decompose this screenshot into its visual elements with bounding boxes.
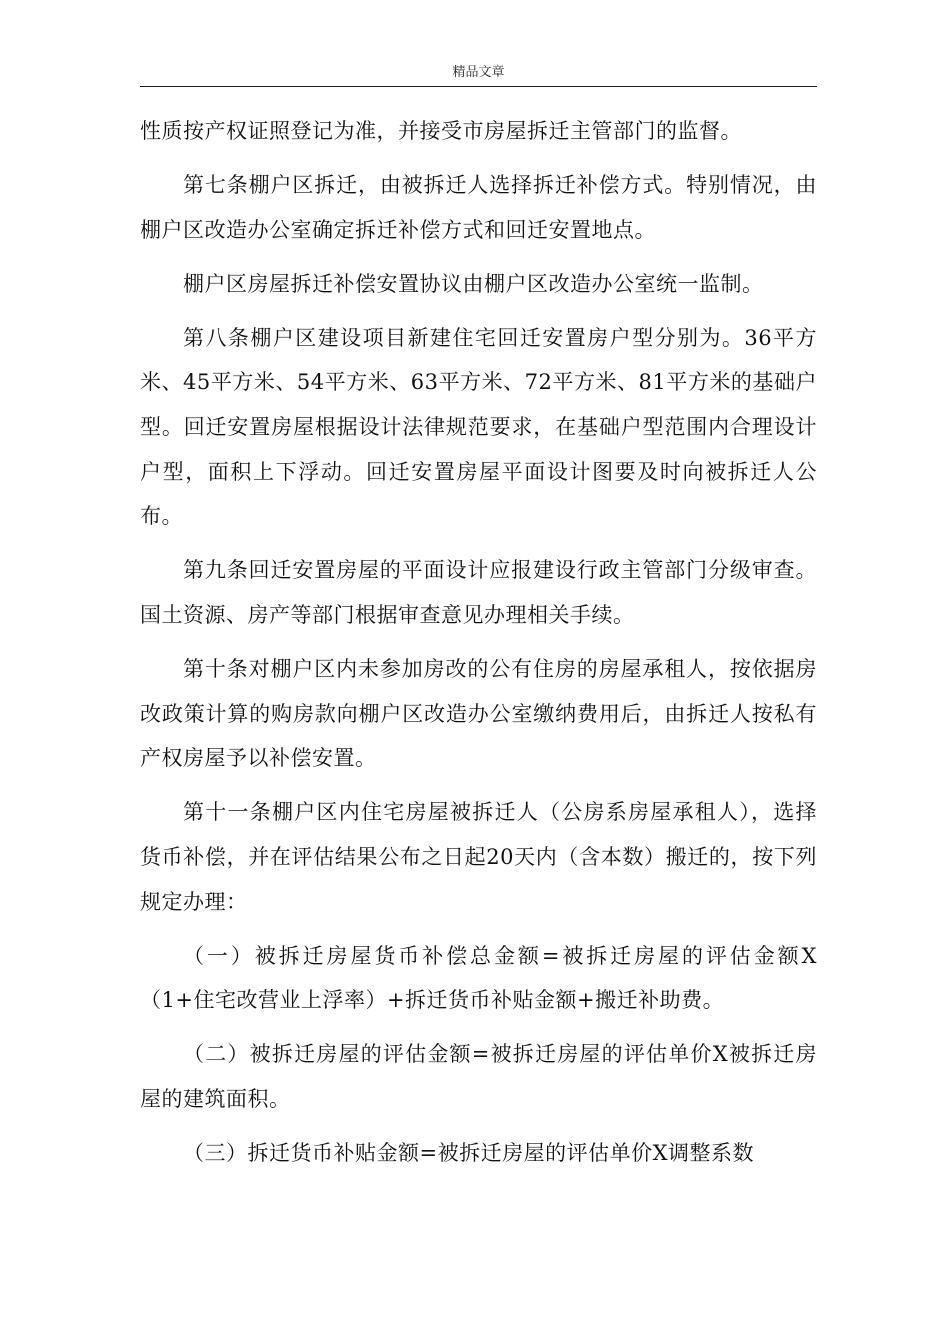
article-body xyxy=(140,109,817,1185)
paragraph: 第九条回迁安置房屋的平面设计应报建设行政主管部门分级审查。国土资源、房产等部门根据审查意见办理相关手续。 xyxy=(140,558,817,627)
paragraph: 第十条对棚户区内未参加房改的公有住房的房屋承租人，按依据房改政策计算的购房款向棚户区改造办公室缴纳费用后，由拆迁人按私有产权房屋予以补偿安置。 xyxy=(140,657,817,771)
paragraph: （一）被拆迁房屋货币补偿总金额=被拆迁房屋的评估金额X（1+住宅改营业上浮率）+拆迁货币补贴金额+搬迁补助费。 xyxy=(140,943,817,1013)
paragraph: 第八条棚户区建设项目新建住宅回迁安置房户型分别为。36平方米、45平方米、54平方米、63平方米、72平方米、81平方米的基础户型。回迁安置房屋根据设计法律规范要求，在基础户型范围内合理设计户型，面积上下浮动。回迁安置房屋平面设计图要及时向被拆迁人公布。 xyxy=(140,325,817,529)
page-header xyxy=(140,64,817,87)
header-title: 精品文章 xyxy=(452,65,505,80)
paragraph: 第十一条棚户区内住宅房屋被拆迁人（公房系房屋承租人），选择货币补偿，并在评估结果公布之日起20天内（含本数）搬迁的，按下列规定办理： xyxy=(140,800,817,914)
paragraph: 第七条棚户区拆迁，由被拆迁人选择拆迁补偿方式。特别情况，由棚户区改造办公室确定拆迁补偿方式和回迁安置地点。 xyxy=(140,173,817,242)
paragraph: （二）被拆迁房屋的评估金额=被拆迁房屋的评估单价X被拆迁房屋的建筑面积。 xyxy=(140,1042,817,1111)
paragraph: 棚户区房屋拆迁补偿安置协议由棚户区改造办公室统一监制。 xyxy=(183,271,764,296)
paragraph: 性质按产权证照登记为准，并接受市房屋拆迁主管部门的监督。 xyxy=(140,119,742,143)
paragraph: （三）拆迁货币补贴金额=被拆迁房屋的评估单价X调整系数 xyxy=(183,1140,755,1165)
